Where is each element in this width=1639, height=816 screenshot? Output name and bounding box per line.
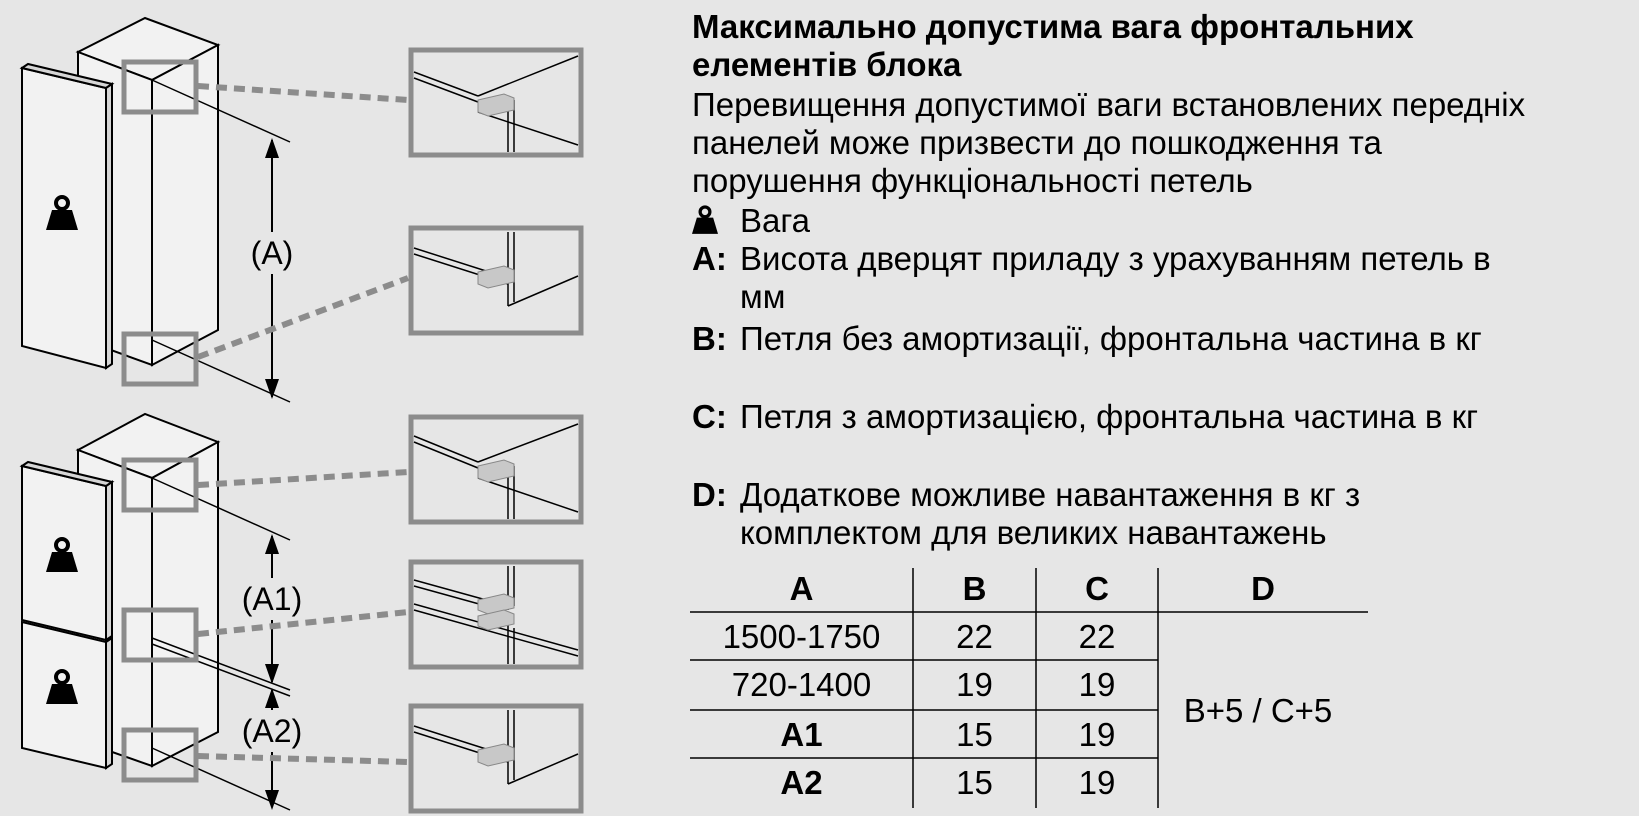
legend-d-key: D:: [692, 476, 727, 513]
legend-a-key: A:: [692, 240, 727, 277]
dimension-label-a: (A): [250, 235, 294, 271]
intro-line-1: Перевищення допустимої ваги встановлених передніх: [692, 86, 1526, 123]
table-cell: 19: [956, 666, 993, 703]
legend-c-text: Петля з амортизацією, фронтальна частина в кг: [740, 398, 1479, 435]
dimension-label-a2: (A2): [241, 713, 303, 749]
legend-c-key: C:: [692, 398, 727, 435]
table-header-c: C: [1085, 570, 1109, 607]
table-cell-d-value: B+5 / C+5: [1183, 692, 1333, 729]
table-cell: 1500-1750: [722, 618, 881, 655]
title-line-1: Максимально допустима вага фронтальних: [692, 8, 1414, 45]
legend-b-key: B:: [692, 320, 727, 357]
legend-d-text-2: комплектом для великих навантажень: [740, 514, 1327, 551]
legend-a-text-2: мм: [740, 278, 786, 315]
table-cell: 22: [1078, 618, 1116, 655]
table-cell: A2: [780, 764, 823, 801]
table-cell: 15: [956, 716, 993, 753]
table-header-b: B: [962, 570, 987, 607]
table-cell: 15: [956, 764, 993, 801]
table-cell: 19: [1078, 666, 1116, 703]
table-header-d: D: [1251, 570, 1275, 607]
legend-a-text-1: Висота дверцят приладу з урахуванням петель в: [740, 240, 1491, 277]
table-cell: 19: [1078, 716, 1116, 753]
table-cell: 22: [956, 618, 993, 655]
title-line-2: елементів блока: [692, 46, 962, 83]
intro-line-3: порушення функціональності петель: [692, 162, 1253, 199]
table-cell: A1: [780, 716, 823, 753]
dimension-label-a1: (A1): [241, 581, 303, 617]
table-cell: 19: [1078, 764, 1116, 801]
legend-d-text-1: Додаткове можливе навантаження в кг з: [740, 476, 1361, 513]
table-cell: 720-1400: [731, 666, 872, 703]
legend-b-text: Петля без амортизації, фронтальна частина в кг: [740, 320, 1482, 357]
intro-line-2: панелей може призвести до пошкодження та: [692, 124, 1382, 161]
legend-weight-text: Вага: [740, 202, 811, 239]
table-header-a: A: [789, 570, 814, 607]
